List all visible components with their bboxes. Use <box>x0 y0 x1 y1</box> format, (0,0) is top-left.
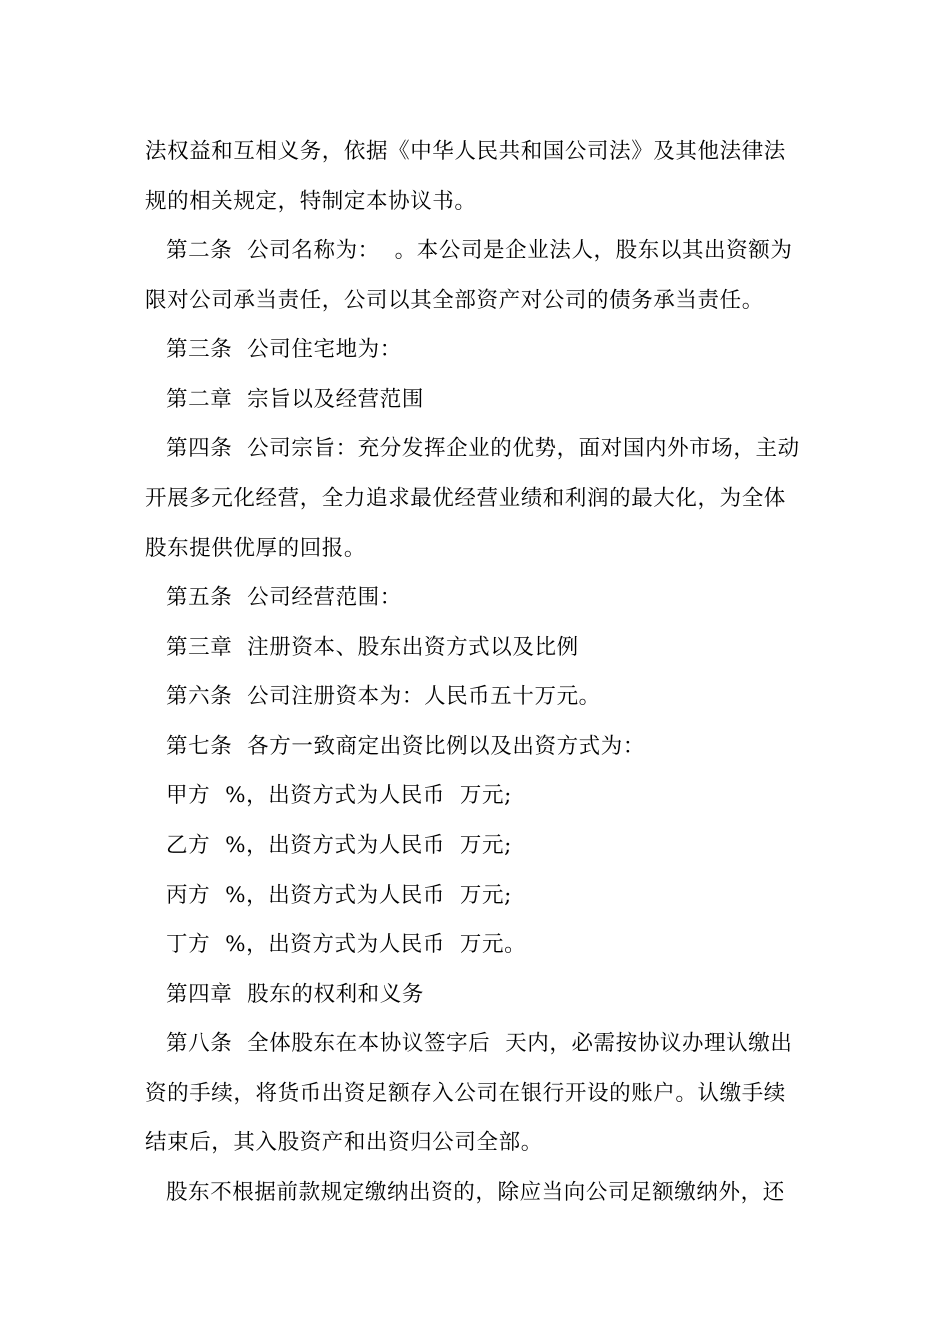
text-line: 甲方 %，出资方式为人民币 万元; <box>166 783 512 808</box>
text-line: 丁方 %，出资方式为人民币 万元。 <box>166 932 527 957</box>
text-line: 规的相关规定，特制定本协议书。 <box>145 189 477 214</box>
text-line: 第四条 公司宗旨：充分发挥企业的优势，面对国内外市场，主动 <box>166 436 800 461</box>
text-line: 限对公司承当责任，公司以其全部资产对公司的债务承当责任。 <box>145 288 764 313</box>
text-line: 第八条 全体股东在本协议签字后 天内，必需按协议办理认缴出 <box>166 1031 793 1056</box>
text-line: 结束后，其入股资产和出资归公司全部。 <box>145 1130 543 1155</box>
chapter-heading: 第二章 宗旨以及经营范围 <box>166 387 424 412</box>
text-line: 第六条 公司注册资本为：人民币五十万元。 <box>166 684 601 709</box>
text-line: 开展多元化经营，全力追求最优经营业绩和利润的最大化，为全体 <box>145 486 786 511</box>
text-line: 乙方 %，出资方式为人民币 万元; <box>166 833 512 858</box>
text-line: 第七条 各方一致商定出资比例以及出资方式为： <box>166 734 645 759</box>
text-line: 第三条 公司住宅地为： <box>166 337 402 362</box>
text-line: 法权益和互相义务，依据《中华人民共和国公司法》及其他法律法 <box>145 139 786 164</box>
text-line: 资的手续，将货币出资足额存入公司在银行开设的账户。认缴手续 <box>145 1081 786 1106</box>
chapter-heading: 第三章 注册资本、股东出资方式以及比例 <box>166 635 579 660</box>
text-line: 股东提供优厚的回报。 <box>145 536 367 561</box>
text-line: 股东不根据前款规定缴纳出资的，除应当向公司足额缴纳外，还 <box>166 1180 785 1205</box>
text-line: 第二条 公司名称为： 。本公司是企业法人，股东以其出资额为 <box>166 238 793 263</box>
text-line: 第五条 公司经营范围： <box>166 585 402 610</box>
text-line: 丙方 %，出资方式为人民币 万元; <box>166 883 512 908</box>
chapter-heading: 第四章 股东的权利和义务 <box>166 982 424 1007</box>
